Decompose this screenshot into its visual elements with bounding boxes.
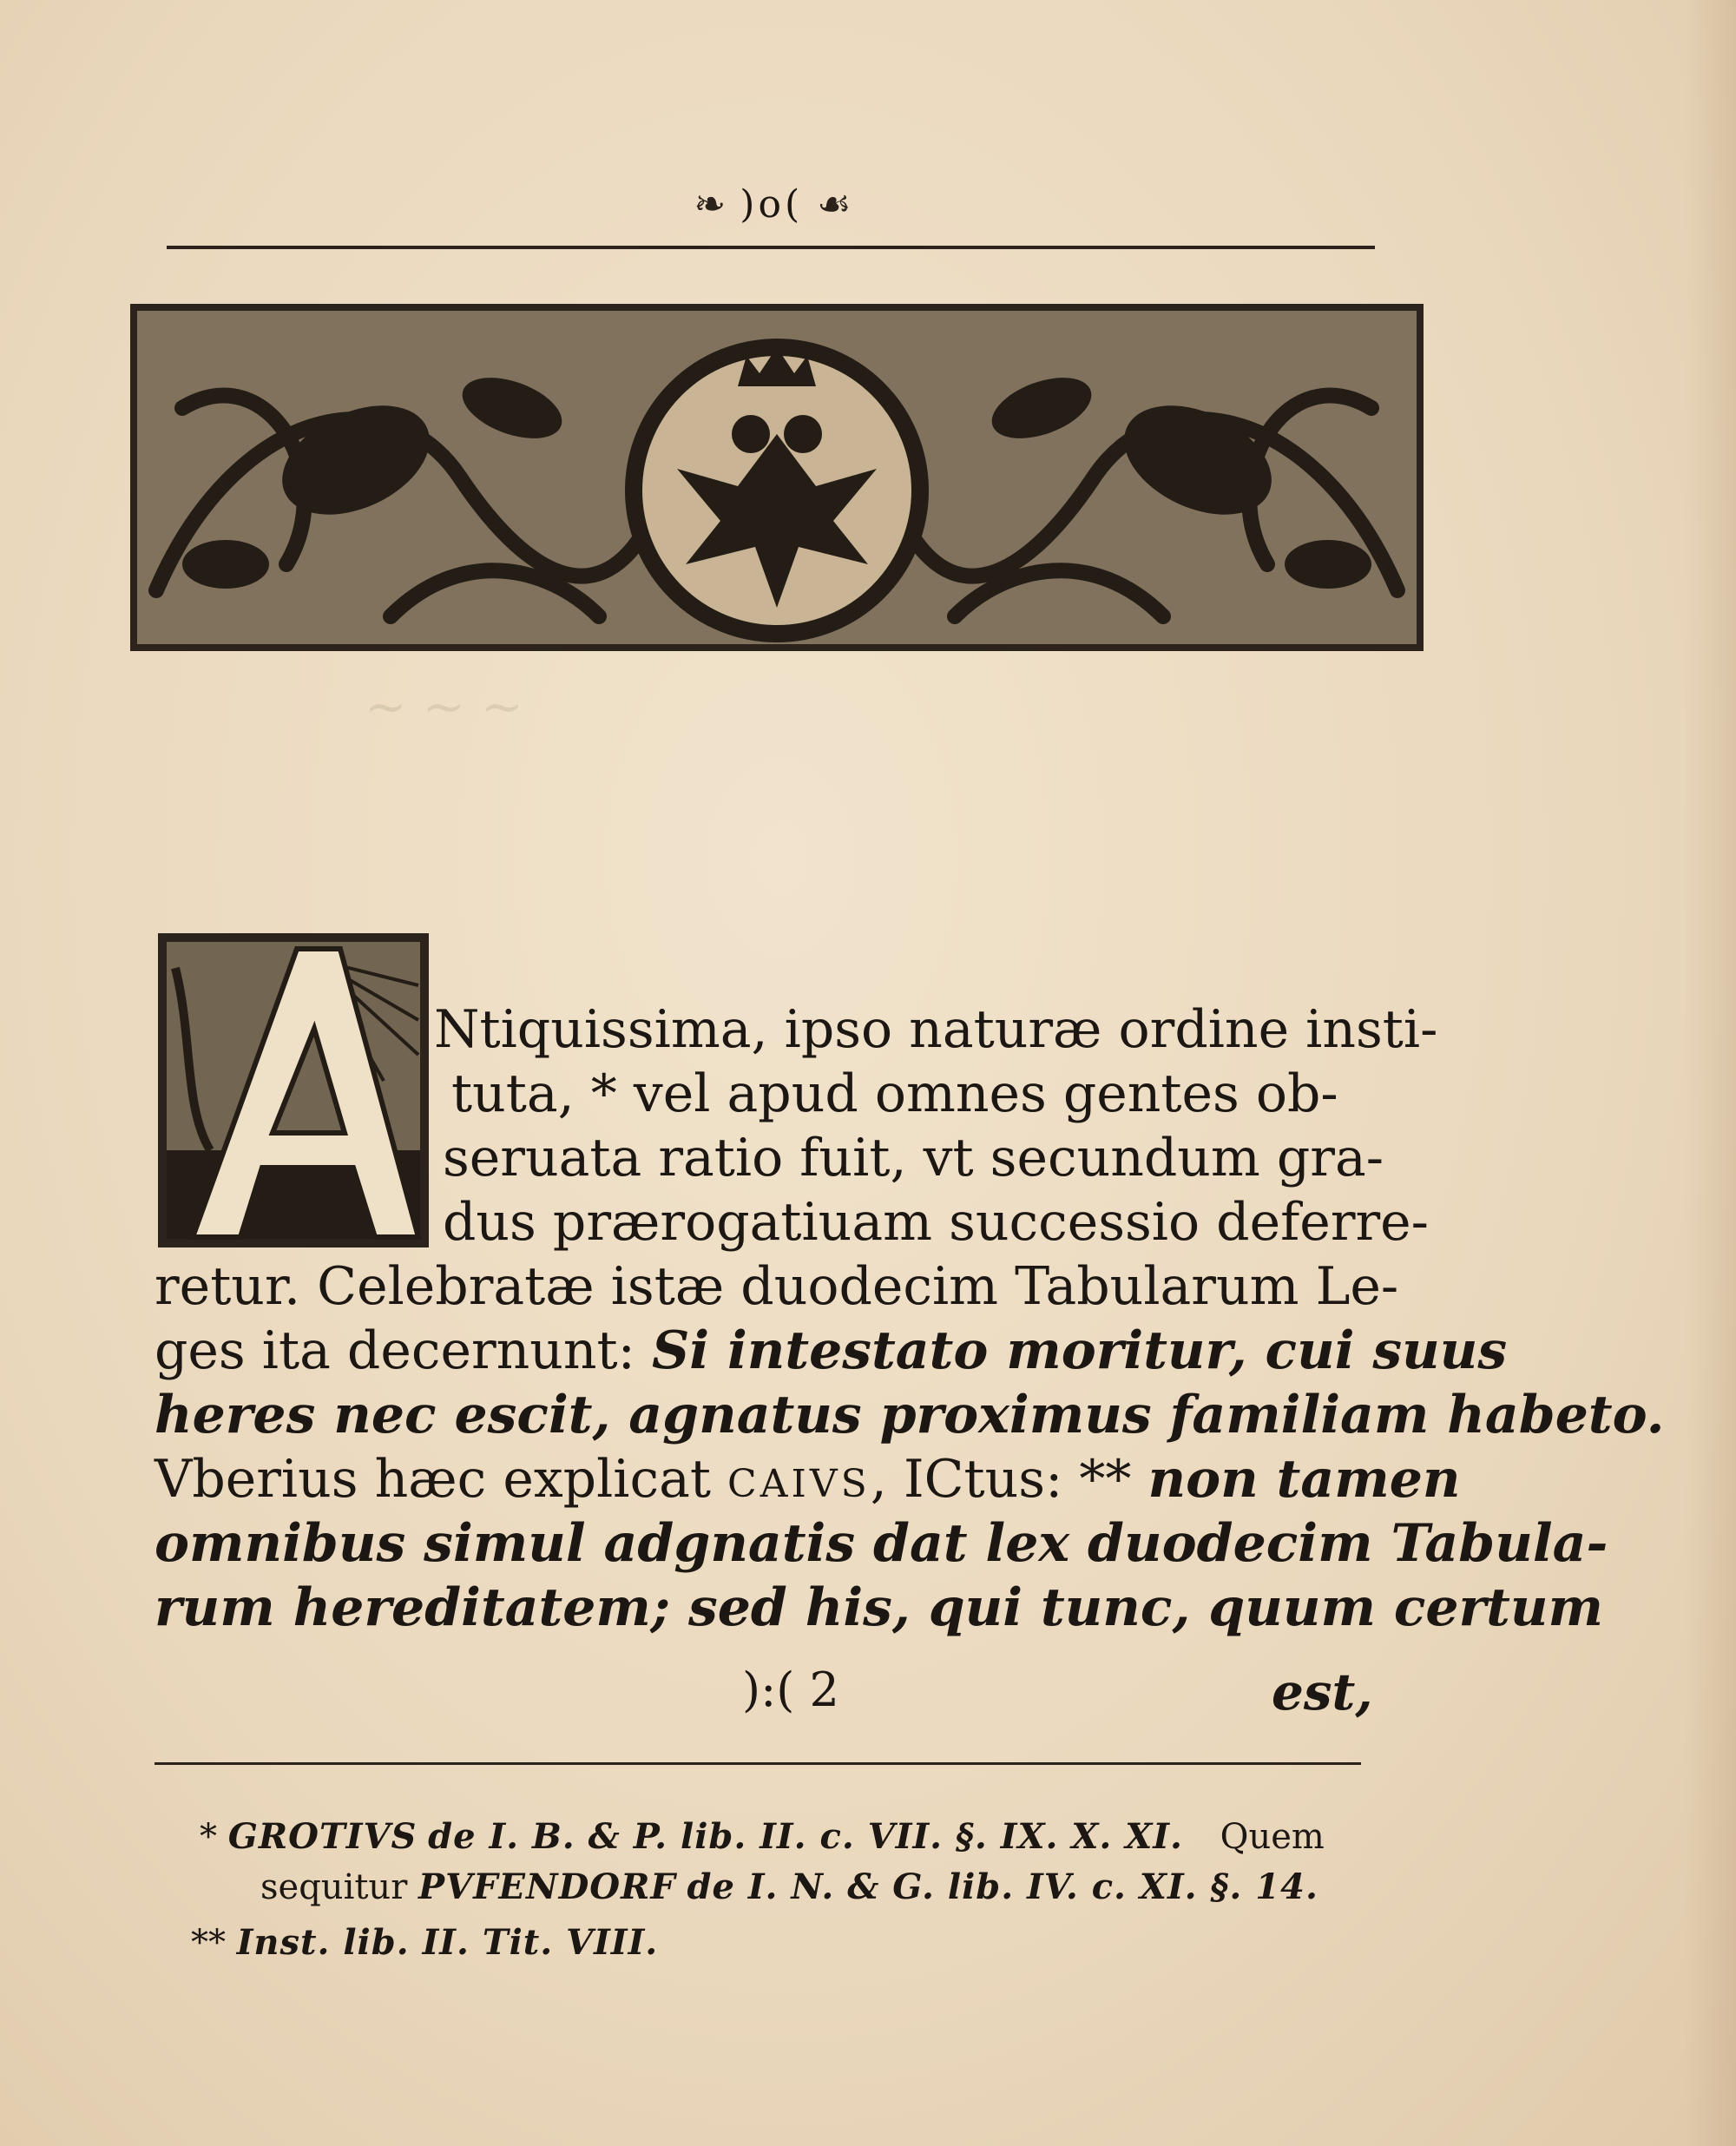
footnote-1-tail: Quem [1220,1817,1325,1857]
initial-a-icon [158,933,429,1247]
footnote-1-author: GROTIVS [227,1816,418,1857]
body-line-2: tuta, * vel apud omnes gentes ob- [451,1063,1338,1124]
body-line-6 [155,1318,1507,1384]
header-signature: )o( [740,181,804,227]
body-line-8-roman: Vberius hæc explicat [155,1449,711,1510]
body-line-5: retur. Celebratæ istæ duodecim Tabularum Le- [155,1256,1399,1317]
body-line-8 [155,1446,1461,1517]
footnote-1-sequitur: sequitur [260,1867,408,1907]
body-line-10: rum hereditatem; sed his, qui tunc, quum certum [155,1577,1603,1638]
footnote-1-ref2: de I. N. & G. lib. IV. c. XI. §. 14. [687,1866,1318,1907]
body-line-1: Ntiquissima, ipso naturæ ordine insti- [434,999,1438,1060]
body-line-8-caius: CAIVS [727,1462,871,1506]
body-line-3: seruata ratio fuit, vt secundum gra- [443,1128,1384,1188]
footnote-rule [155,1762,1361,1765]
headpiece-eagle-icon [130,304,1424,651]
footnote-2-mark: ** [191,1923,226,1963]
footnote-2-ref: Inst. lib. II. Tit. VIII. [236,1922,659,1963]
footnote-2 [191,1919,658,1967]
page-edge-shadow [1684,0,1736,2146]
header-fleuron [642,174,903,234]
woodcut-headpiece [130,304,1424,651]
body-line-6-italic: Si intestato moritur, cui suus [651,1320,1508,1381]
show-through: ~ ~ ~ [365,677,523,736]
signature-mark: ):( 2 [742,1662,839,1717]
body-line-8-ictus: , ICtus: ** [870,1449,1132,1510]
footnote-1-line-1 [200,1813,1325,1861]
catchword: est, [1272,1662,1373,1721]
footnote-1-line-2 [260,1863,1318,1912]
body-line-6-roman: ges ita decernunt: [155,1320,635,1381]
footnote-1-ref: de I. B. & P. lib. II. c. VII. §. IX. X. XI. [428,1816,1183,1857]
fleuron-right-icon: ☙ [817,181,852,227]
woodcut-initial [158,933,429,1247]
footnote-1-author2: PVFENDORF [418,1866,676,1907]
body-line-4: dus prærogatiuam successio deferre- [443,1192,1429,1253]
body-line-7: heres nec escit, agnatus proximus familiam habeto. [155,1385,1665,1445]
body-line-9: omnibus simul adgnatis dat lex duodecim Tabula- [155,1513,1608,1574]
body-line-8-italic: non tamen [1147,1449,1461,1510]
fleuron-left-icon: ❧ [694,181,727,227]
header-rule [167,246,1375,249]
footnote-1-mark: * [200,1817,217,1857]
